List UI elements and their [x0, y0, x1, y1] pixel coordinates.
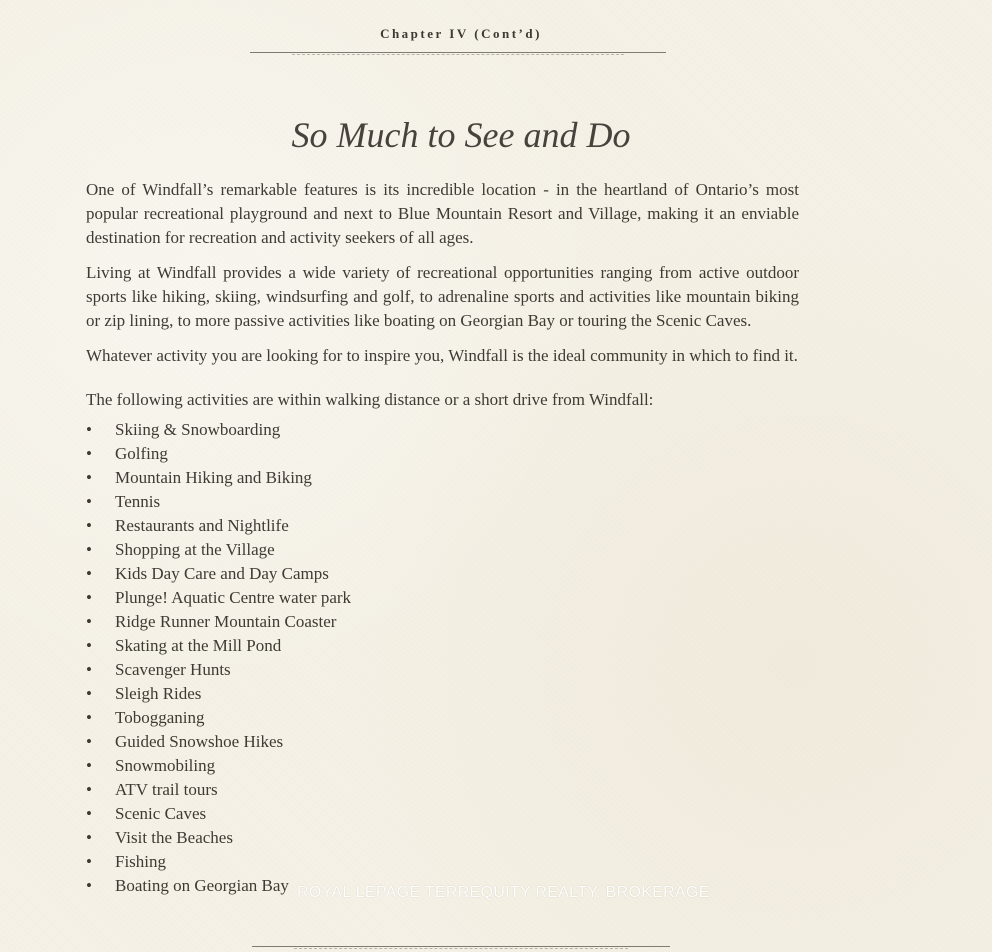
list-item — [86, 562, 799, 586]
page-title: So Much to See and Do — [291, 115, 631, 155]
list-item — [86, 610, 799, 634]
activity-label: Guided Snowshoe Hikes — [115, 732, 284, 751]
bullet-icon: • — [86, 636, 92, 655]
list-item — [86, 466, 799, 490]
bullet-icon: • — [86, 516, 92, 535]
activity-label: Skiing & Snowboarding — [115, 420, 281, 439]
list-item — [86, 538, 799, 562]
activity-label: Mountain Hiking and Biking — [115, 468, 312, 487]
list-item — [86, 850, 799, 874]
bullet-icon: • — [86, 444, 92, 463]
activities-list — [86, 418, 799, 898]
list-item — [86, 514, 799, 538]
list-item — [86, 442, 799, 466]
bullet-icon: • — [86, 492, 92, 511]
activity-label: Skating at the Mill Pond — [115, 636, 282, 655]
bullet-icon: • — [86, 612, 92, 631]
list-item — [86, 682, 799, 706]
activity-label: Kids Day Care and Day Camps — [115, 564, 329, 583]
list-item — [86, 658, 799, 682]
bullet-icon: • — [86, 588, 92, 607]
activity-label: Sleigh Rides — [115, 684, 202, 703]
list-item — [86, 802, 799, 826]
activity-label: Golfing — [115, 444, 168, 463]
activity-label: Ridge Runner Mountain Coaster — [115, 612, 337, 631]
bullet-icon: • — [86, 732, 92, 751]
paragraph-inspire: Whatever activity you are looking for to inspire you, Windfall is the ideal community in which to find it. — [86, 346, 798, 365]
paragraph-location: One of Windfall’s remarkable features is its incredible location - in the heartland of Ontario’s most popular recreational playground and next to Blue Mountain Resort and Village, making it an enviable destination for recreation and activity seekers of all ages. — [86, 180, 799, 247]
bullet-icon: • — [86, 876, 92, 895]
activity-label: Boating on Georgian Bay — [115, 876, 289, 895]
activity-label: Shopping at the Village — [115, 540, 275, 559]
bullet-icon: • — [86, 684, 92, 703]
paragraph-opportunities: Living at Windfall provides a wide variety of recreational opportunities ranging from active outdoor sports like hiking, skiing, windsurfing and golf, to adrenaline sports and activities like mountain biking or zip lining, to more passive activities like boating on Georgian Bay or touring the Scenic Caves. — [86, 263, 799, 330]
bullet-icon: • — [86, 756, 92, 775]
list-item — [86, 490, 799, 514]
activity-label: Plunge! Aquatic Centre water park — [115, 588, 352, 607]
list-item — [86, 634, 799, 658]
bullet-icon: • — [86, 564, 92, 583]
bullet-icon: • — [86, 708, 92, 727]
chapter-heading: Chapter IV (Cont’d) — [380, 26, 542, 41]
bullet-icon: • — [86, 660, 92, 679]
list-intro: The following activities are within walking distance or a short drive from Windfall: — [86, 390, 654, 409]
bullet-icon: • — [86, 780, 92, 799]
list-item — [86, 586, 799, 610]
top-divider — [250, 52, 666, 53]
brokerage-watermark: ROYAL LEPAGE TERREQUITY REALTY, BROKERAGE — [297, 884, 710, 901]
bullet-icon: • — [86, 828, 92, 847]
activity-label: Snowmobiling — [115, 756, 216, 775]
bullet-icon: • — [86, 420, 92, 439]
activity-label: Tennis — [115, 492, 161, 511]
activity-label: Scenic Caves — [115, 804, 207, 823]
activity-label: Tobogganing — [115, 708, 205, 727]
activity-label: Restaurants and Nightlife — [115, 516, 289, 535]
list-item — [86, 730, 799, 754]
bullet-icon: • — [86, 468, 92, 487]
bullet-icon: • — [86, 852, 92, 871]
activity-label: ATV trail tours — [115, 780, 218, 799]
list-item — [86, 778, 799, 802]
document-body — [86, 178, 799, 898]
list-item — [86, 826, 799, 850]
activity-label: Scavenger Hunts — [115, 660, 231, 679]
bullet-icon: • — [86, 540, 92, 559]
activity-label: Visit the Beaches — [115, 828, 233, 847]
bottom-divider — [252, 946, 670, 947]
list-item — [86, 706, 799, 730]
list-item — [86, 754, 799, 778]
activity-label: Fishing — [115, 852, 167, 871]
list-item — [86, 418, 799, 442]
bullet-icon: • — [86, 804, 92, 823]
